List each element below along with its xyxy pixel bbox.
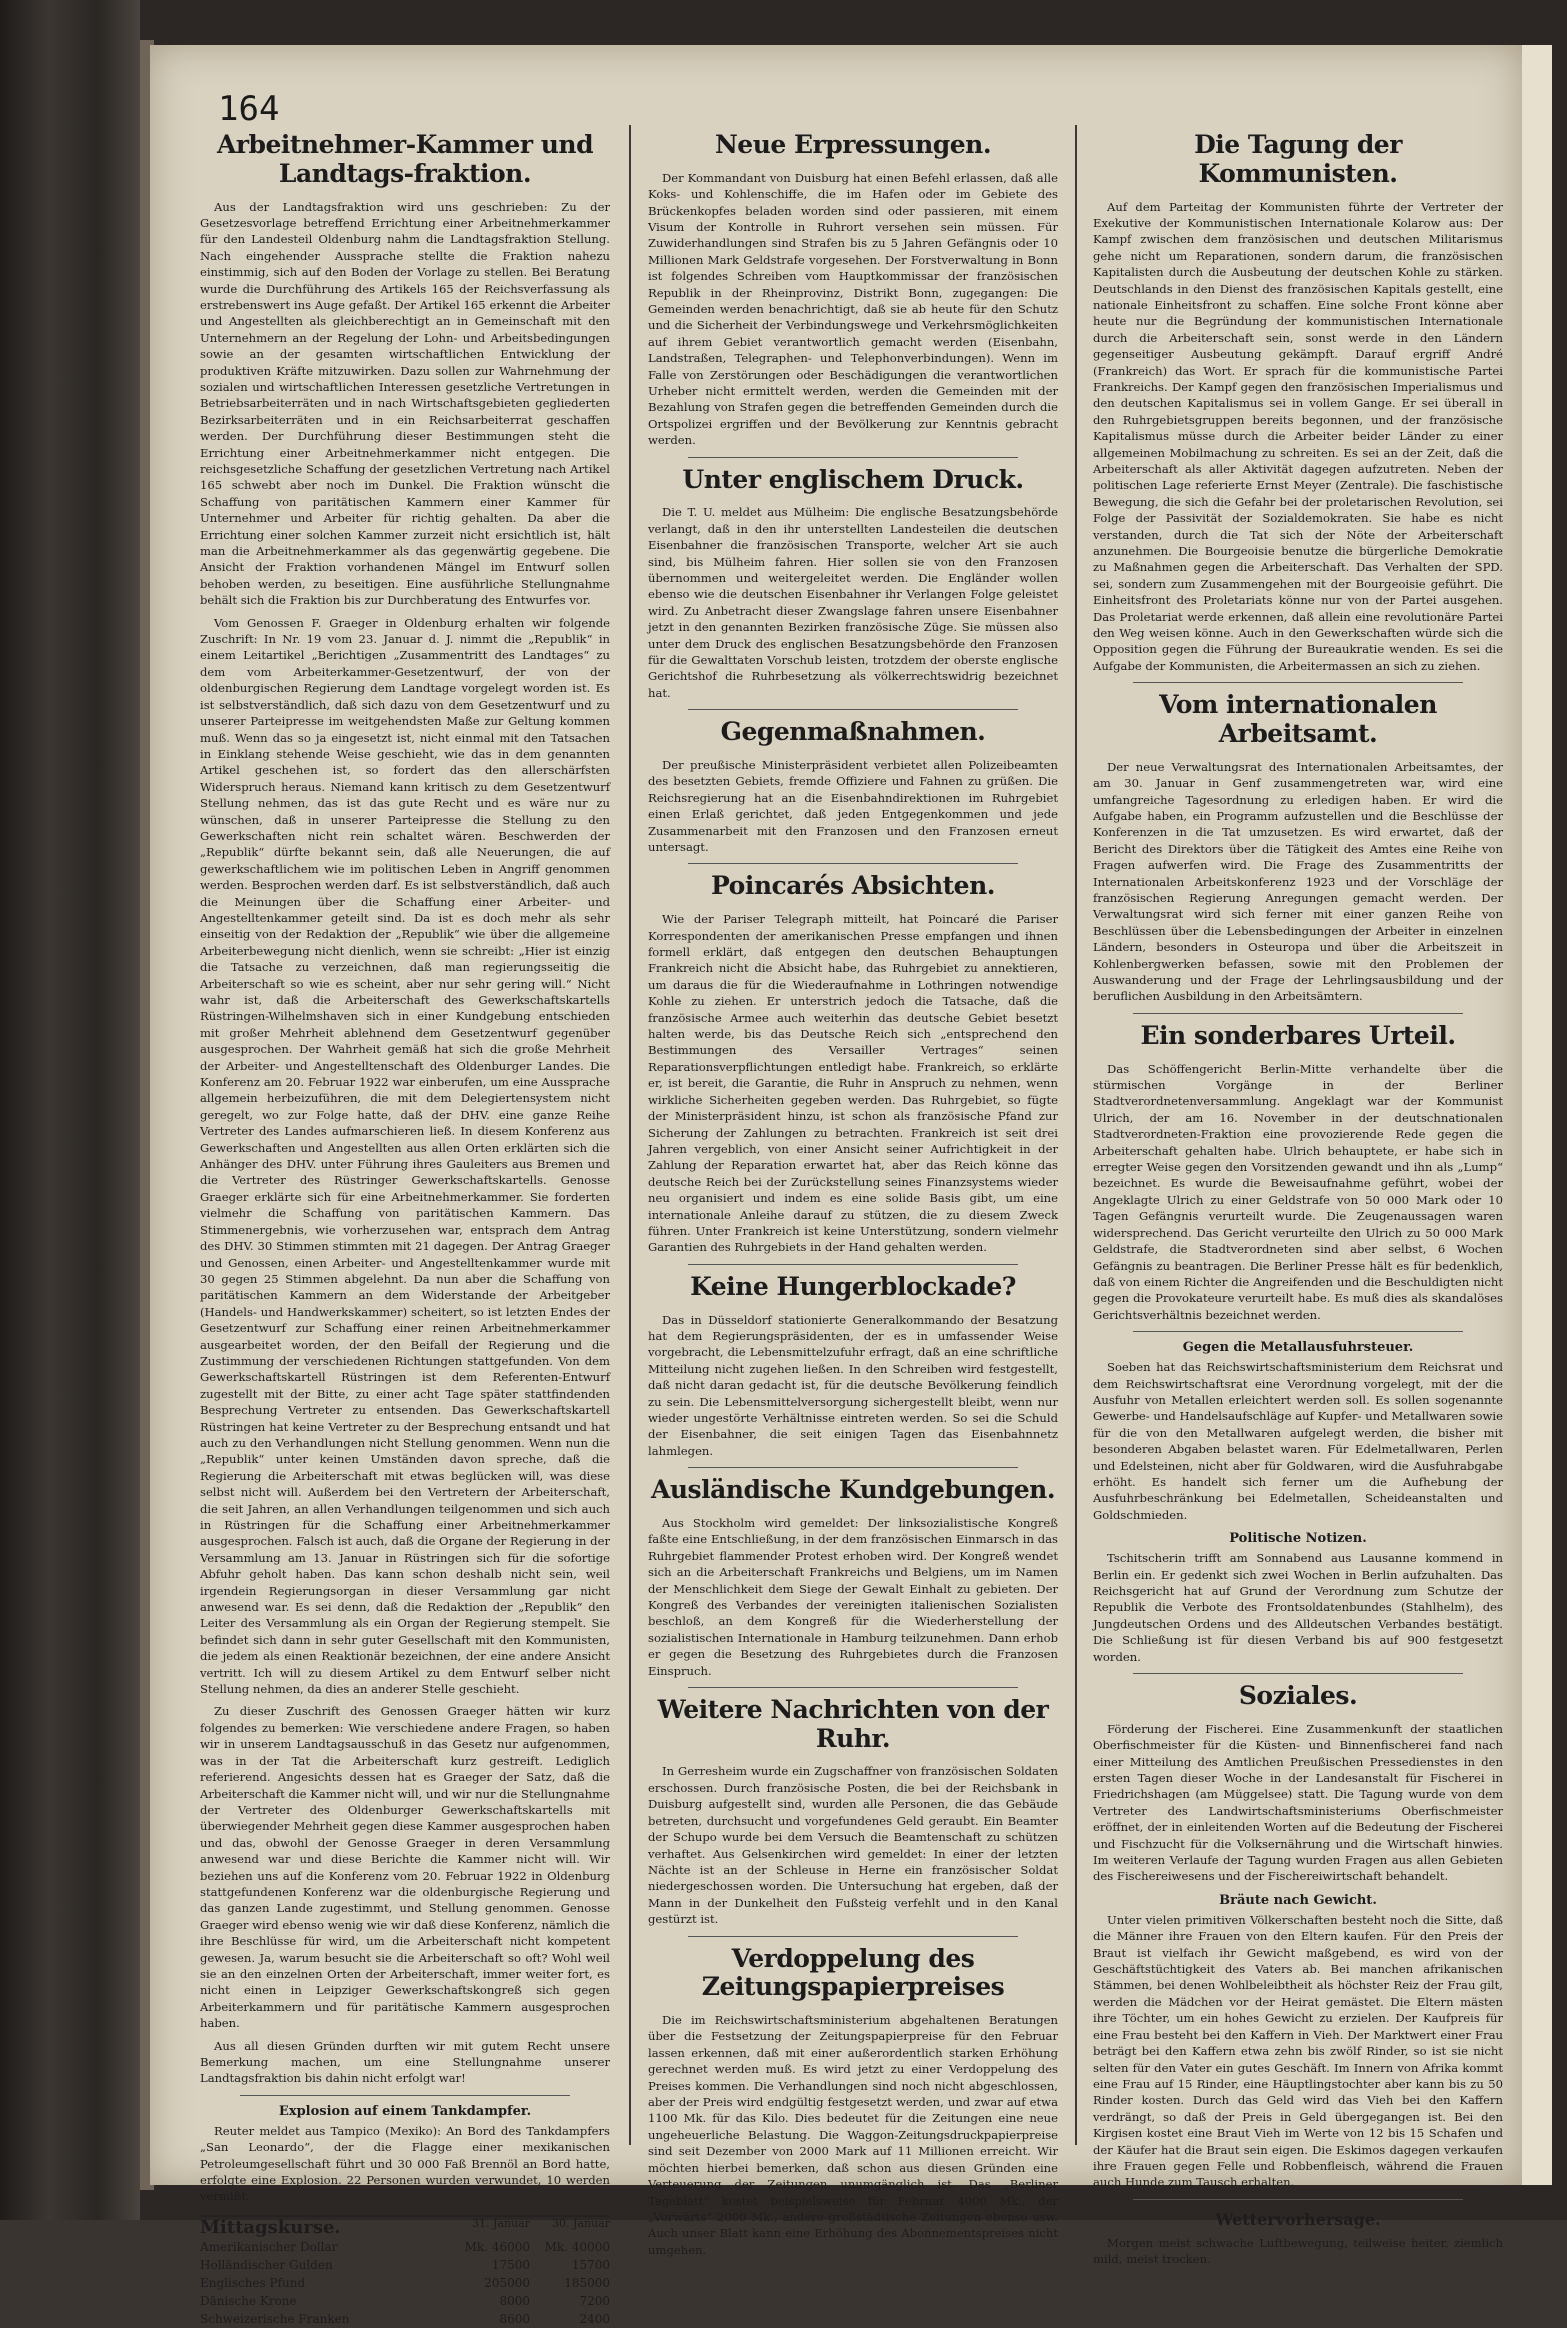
exchange-rates-table	[200, 2215, 610, 2328]
paragraph: In Gerresheim wurde ein Zugschaffner von französischen Soldaten erschossen. Durch französische Posten, die bei der Reichsbank in Duisburg aufgestellt sind, wurden alle Personen, die das Gebäude betreten, durchsucht und vorgefundenes Geld geraubt. Ein Beamter der Schupo wurde bei dem Versuch die Beamtenschaft zu schützen verhaftet. Aus Gelsenkirchen wird gemeldet: In einer der letzten Nächte ist an der Schleuse in Herne ein französischer Soldat niedergeschossen worden. Die Untersuchung hat ergeben, daß der Mann in der Dunkelheit den Fußsteig verfehlt und in den Kanal gestürzt ist.	[648, 1764, 1058, 1927]
subheadline: Gegen die Metallausfuhrsteuer.	[1182, 1340, 1414, 1356]
paragraph: Reuter meldet aus Tampico (Mexiko): An Bord des Tankdampfers „San Leonardo“, der die Flagge einer mexikanischen Petroleumgesellschaft führt und 30 000 Faß Brennöl an Bord hatte, erfolgte eine Explosion. 22 Personen wurden verwundet, 10 werden vermißt.	[200, 2123, 610, 2204]
newspaper-page	[150, 45, 1522, 2326]
column-rule	[1075, 125, 1077, 2145]
paragraph: Der neue Verwaltungsrat des Internationalen Arbeitsamtes, der am 30. Januar in Genf zusammengetreten war, wird eine umfangreiche Tagesordnung zu erledigen haben. Er wird die Aufgabe haben, ein Programm aufzustellen und die Beschlüsse der Konferenzen in die Tat umzusetzen. Es wird erwartet, daß der Bericht des Direktors über die Tätigkeit des Amtes eine Reihe von Fragen aufwerfen wird. Die Frage des Zusammentritts der Internationalen Arbeitskonferenz 1923 und der Vorschläge der französischen Regierung Anregungen gemacht werden. Der Verwaltungsrat wird sich ferner mit einer ganzen Reihe von Beschlüssen über die Lebensbedingungen der Arbeiter in einzelnen Ländern, besonders in Osteuropa und über die Arbeitszeit in Kohlenbergwerken befassen, sowie mit den Problemen der Auswanderung und der Frage der Lehrlingsausbildung und der beruflichen Ausbildung in den Arbeitsämtern.	[1093, 759, 1503, 1004]
headline: Explosion auf einem Tankdampfer.	[278, 2103, 532, 2119]
separator	[688, 1467, 1018, 1468]
table-title: Mittagskurse.	[200, 2216, 341, 2238]
paragraph: Tschitscherin trifft am Sonnabend aus Lausanne kommend in Berlin ein. Er gedenkt sich zwei Wochen in Berlin aufzuhalten. Das Reichsgericht hat auf Grund der Verordnung zum Schutze der Republik die Verbote des Frontsoldatenbundes (Stahlhelm), des Jungdeutschen Ordens und des Alldeutschen Verbandes bestätigt. Die Schließung ist für diesen Verband bis auf 900 festgesetzt worden.	[1093, 1551, 1503, 1664]
unit: Mk.	[464, 2239, 488, 2254]
rate: 2400	[579, 2311, 610, 2326]
subheadline: Politische Notizen.	[1229, 1531, 1367, 1547]
paragraph: Vom Genossen F. Graeger in Oldenburg erhalten wir folgende Zuschrift: In Nr. 19 vom 23. Januar d. J. nimmt die „Republik“ in einem Leitartikel „Berichtigen „Zusammentritt des Landtages“ zu dem vom Arbeiterkammer-Gesetzentwurf, der von der oldenburgischen Regierung dem Landtage vorgelegt worden ist. Es ist selbstverständlich, daß sich dazu von dem Gesetzentwurf und zu unserer Parteipresse im weitgehendsten Maße zur Geltung kommen muß. Wenn das so ja eingesetzt ist, nicht einmal mit den Tatsachen in Einklang stehende Weise geschieht, wie das in dem genannten Artikel geschehen ist, so fordert das den allerschärfsten Widerspruch heraus. Niemand kann kritisch zu dem Gesetzentwurf Stellung nehmen, das ist das gute Recht und es wäre nur zu wünschen, daß in unserer Parteipresse die Stellung zu den Gewerkschaften nicht rein schaltet wären. Beschwerden der „Republik“ dürfte bekannt sein, daß alle Neuerungen, die auf gewerkschaftlichem wie im politischen Leben in Angriff genommen werden. Besprochen werden darf. Es ist selbstverständlich, daß auch die Meinungen über die Schaffung einer Arbeiter- und Angestelltenkammer geteilt sind. Da ist es doch mehr als sehr einseitig von der Redaktion der „Republik“ wie über die allgemeine Arbeiterbewegung nicht dienlich, wenn sie schreibt: „Hier ist einzig die Tatsache zu verzeichnen, daß man regierungsseitig die Arbeiterschaft so wie es scheint, aber nur sehr gering will.“ Nicht wahr ist, daß die Arbeiterschaft des Gewerkschaftskartells Rüstringen-Wilhelmshaven sich in einer Kundgebung entschieden mit großer Mehrheit ablehnend dem Gesetzentwurf gegenüber ausgesprochen. Der Wahrheit gemäß hat sich die große Mehrheit der Arbeiter- und Angestelltenschaft des Oldenburger Landes. Die Konferenz am 20. Februar 1922 war einberufen, um eine Aussprache allgemein herbeizuführen, die mit dem Delegiertensystem nicht geregelt, wo zur Folge hatte, daß der DHV. eine ganze Reihe Vertreter des Landes aufmarschieren ließ. In diesem Konferenz aus Gewerkschaften und Angestellten aus allen Orten erklärten sich die Anhänger des DHV. unter Führung ihres Gauleiters aus Bremen und die Vertreter des Rüstringer Gewerkschaftskartells. Genosse Graeger erklärte sich für eine Arbeitnehmerkammer. Sie forderten vielmehr die Schaffung von paritätischen Kammern. Das Stimmenergebnis, wie vorherzusehen war, entsprach dem Antrag des DHV. 30 Stimmen stimmten mit 21 dagegen. Der Antrag Graeger und Genossen, einen Arbeiter- und Angestelltenkammer wurde mit 30 gegen 25 Stimmen abgelehnt. Da nun aber die Schaffung von paritätischen Kammern an dem Widerstande der Arbeitgeber (Handels- und Handwerkskammer) scheitert, so ist letzten Endes der Gesetzentwurf zur Schaffung einer reinen Arbeitnehmerkammer ausgearbeitet worden, der den Beifall der Regierung und die Zustimmung der verschiedenen Richtungen stattgefunden. Von dem Gewerkschaftskartell Rüstringen ist dem Referenten-Entwurf zugestellt mit der Bitte, zu einer acht Tage später stattfindenden Besprechung Vertreter zu entsenden. Das Gewerkschaftskartell Rüstringen hat keine Vertreter zu der Besprechung entsandt und hat auch zu den Verhandlungen nicht Stellung genommen. Wenn nun die „Republik“ unter keinen Umständen davon spreche, daß die Regierung die Arbeiterschaft mit etwas beglücken will, was diese selbst nicht will. Außerdem bei den Vertretern der Arbeiterschaft, die seit Jahren, an allen Verhandlungen teilgenommen und sich auch in Rüstringen für die Schaffung einer Arbeitnehmerkammer ausgesprochen. Falsch ist auch, daß die Organe der Regierung in der Versammlung am 13. Januar in Rüstringen sich für die sofortige Abfuhr geholt haben. Das kann schon deshalb nicht sein, weil irgendein Regierungsorgan in dieser Versammlung gar nicht anwesend war. Es sei denn, daß die Redaktion der „Republik“ den Leiter des Versammlung als ein Organ der Regierung stempelt. Sie befindet sich dann in sehr guter Gesellschaft mit den Kommunisten, die jedem als einen Reaktionär bezeichnen, der eine andere Ansicht vertritt. Ich will zu diesem Artikel zu dem Entwurf selber nicht Stellung nehmen, da dies an anderer Stelle geschieht.	[200, 615, 610, 1697]
column-3	[1093, 125, 1503, 2267]
rate: 185000	[564, 2275, 610, 2290]
column-1	[200, 125, 610, 2326]
paragraph: Wie der Pariser Telegraph mitteilt, hat Poincaré die Pariser Korrespondenten der amerikanischen Presse empfangen und ihnen formell erklärt, daß entgegen den deutschen Behauptungen Frankreich nicht die Absicht habe, das Ruhrgebiet zu annektieren, um daraus die für die Wiederaufnahme in Lothringen notwendige Kohle zu ziehen. Er unterstrich jedoch die Tatsache, daß die französische Armee auch weiterhin das deutsche Gebiet besetzt halten werde, bis das Deutsche Reich sich „entsprechend den Bestimmungen des Versailler Vertrages“ seinen Reparationsverpflichtungen entledigt habe. Frankreich, so erklärte er, ist bereit, die Garantie, die Ruhr in Anspruch zu nehmen, wenn wirkliche Sicherheiten gegeben werden. Das Ruhrgebiet, so fügte der Ministerpräsident hinzu, ist schon als französische Pfand zur Sicherung der Zahlungen zu betrachten. Frankreich ist seit drei Jahren vergeblich, von einer Ansicht seiner Aufrichtigkeit in der Zahlung der Reparation erwartet hat, aber das Reich könne das deutsche Reich bei der Zurückstellung seines Finanzsystems wieder neu organisiert und indem es eine solide Basis gibt, um eine internationale Anleihe darauf zu stützen, die zu diesem Zweck führen. Unter Frankreich ist keine Unterstützung, sondern vielmehr Garantien des Ruhrgebiets in der Hand gehalten werden.	[648, 912, 1058, 1255]
paragraph: Die T. U. meldet aus Mülheim: Die englische Besatzungsbehörde verlangt, daß in den ihr unterstellten Landesteilen die deutschen Eisenbahner die französischen Transporte, welcher Art sie auch sind, bis Mülheim fahren. Hier sollen sie von den Franzosen übernommen und weitergeleitet werden. Die Engländer wollen ebenso wie die deutschen Eisenbahner ihr Verlangen Folge geleistet wird. Zu Anbetracht dieser Zwangslage fahren unsere Eisenbahner jetzt in den genannten Bezirken französische Züge. Sie müssen also unter dem Druck des englischen Besatzungsbehörde den Franzosen für die Gewalttaten Vorschub leisten, trotzdem der oberste englische Gerichtshof die Ruhrbesetzung als völkerrechtswidrig bezeichnet hat.	[648, 505, 1058, 700]
rate: 17500	[491, 2257, 530, 2272]
separator	[688, 1687, 1018, 1688]
separator	[240, 2095, 570, 2096]
paragraph: Aus all diesen Gründen durften wir mit gutem Recht unsere Bemerkung machen, um eine Stellungnahme unserer Landtagsfraktion bis dahin nicht erfolgt war!	[200, 2038, 610, 2086]
separator	[1133, 2199, 1463, 2200]
paragraph: Aus der Landtagsfraktion wird uns geschrieben: Zu der Gesetzesvorlage betreffend Errichtung einer Arbeitnehmerkammer für den Landesteil Oldenburg nahm die Landtagsfraktion Stellung. Nach eingehender Aussprache stellte die Fraktion nahezu einstimmig, sich auf den Boden der Vorlage zu stellen. Bei Beratung wurde die Durchführung des Artikels 165 der Reichsverfassung als erstrebenswert ins Auge gefaßt. Der Artikel 165 erkennt die Arbeiter und Angestellten als gleichberechtigt an in Gemeinschaft mit den Unternehmern an der Regelung der Lohn- und Arbeitsbedingungen sowie an der gesamten wirtschaftlichen Entwicklung der produktiven Kräfte mitzuwirken. Dazu sollen zur Wahrnehmung der sozialen und wirtschaftlichen Interessen gesetzliche Vertretungen in Betriebsarbeiterräten und in nach Wirtschaftsgebieten gegliederten Bezirksarbeiterräten und in ein Reichsarbeiterrat geschaffen werden. Der Durchführung dieser Bestimmungen steht die Errichtung einer Arbeitnehmerkammer nicht entgegen. Die reichsgesetzliche Schaffung der gesetzlichen Vertretung nach Artikel 165 schwebt aber noch im Dunkel. Die Fraktion wünscht die Schaffung von paritätischen Kammern einer Kammer für Unternehmer und Arbeiter für richtig gehalten. Da aber die Errichtung einer solchen Kammer zurzeit nicht ersichtlich ist, hält man die Arbeitnehmerkammer als das gegenwärtig gegebene. Die Ansicht der Fraktion vorhandenen Mängel im Entwurf sollen behoben werden, zu beseitigen. Eine ausführliche Stellungnahme behält sich die Fraktion bis zur Durchberatung des Entwurfes vor.	[200, 199, 610, 608]
paragraph: Morgen meist schwache Luftbewegung, teilweise heiter, ziemlich mild, meist trocken.	[1093, 2235, 1503, 2267]
date-column-1: 31. Januar	[472, 2216, 530, 2230]
headline: Weitere Nachrichten von der Ruhr.	[657, 1694, 1049, 1753]
headline: Arbeitnehmer-Kammer und Landtags-fraktion.	[216, 130, 594, 188]
currency-name: Amerikanischer Dollar	[200, 2239, 338, 2254]
currency-name: Holländischer Gulden	[200, 2257, 333, 2272]
paragraph: Auf dem Parteitag der Kommunisten führte der Vertreter der Exekutive der Kommunistischen Internationale Kolarow aus: Der Kampf zwischen dem französischen und deutschen Militarismus gehe nicht um Reparationen, sondern darum, die französischen Kapitalisten durch die Ausbeutung der deutschen Kohle zu stärken. Deutschlands in den Dienst des französischen Kapitals gestellt, eine nationale Einheitsfront zu schaffen. Eine solche Front könne aber heute nur die Begründung der kommunistischen Internationale durch die Arbeiterschaft sein, sonst werde in den Ländern gegenseitiger Ausbeutung gekämpft. Darauf ergriff André (Frankreich) das Wort. Er sprach für die kommunistische Partei Frankreichs. Der Kampf gegen den französischen Imperialismus und den deutschen Kapitalismus sei in vollem Gange. Er sei überall in den Ruhrgebietsgruppen bereits begonnen, und der französische Kapitalismus müsse durch die Arbeiter beider Länder zu einer allgemeinen Mobilmachung zu schreiten. Es sei an der Zeit, daß die Arbeiterschaft als aller Aktivität dagegen aufzutreten. Neben der politischen Lage referierte Ernst Meyer (Zentrale). Die faschistische Bewegung, die sich die Gefahr bei der proletarischen Revolution, sei Folge der Passivität der Sozialdemokraten. Sie habe es nicht verstanden, durch die Tat sich der Nöte der Arbeiterschaft anzunehmen. Die Bourgeoisie benutze die bürgerliche Demokratie zu Maßnahmen gegen die Arbeiterschaft. Das Verhalten der SPD. sei, sondern zum Zusammengehen mit der Bourgeoisie geführt. Die Einheitsfront des Proletariats könne nur von der Partei ausgehen. Das Proletariat werde erkennen, daß allein eine revolutionäre Partei den Weg weisen könne. Auch in den Gewerkschaften würde sich die Opposition gegen die Führung der Bureaukratie wenden. Es sei die Aufgabe der Kommunisten, die Arbeitermassen an sich zu ziehen.	[1093, 199, 1503, 673]
rate: 205000	[484, 2275, 530, 2290]
separator	[688, 1264, 1018, 1265]
subheadline: Bräute nach Gewicht.	[1219, 1892, 1377, 1908]
rate: 8600	[499, 2311, 530, 2326]
separator	[1133, 1331, 1463, 1332]
separator	[688, 709, 1018, 710]
table-row	[200, 2292, 610, 2310]
paragraph: Der Kommandant von Duisburg hat einen Befehl erlassen, daß alle Koks- und Kohlenschiffe, die im Hafen oder im Gebiete des Brückenkopfes beladen worden sind oder passieren, mit einem Visum der Kontrolle in Ruhrort versehen sein müssen. Für Zuwiderhandlungen sind Strafen bis zu 5 Jahren Gefängnis oder 10 Millionen Mark Geldstrafe vorgesehen. Der Forstverwaltung in Bonn ist folgendes Schreiben vom Hauptkommissar der französischen Republik in der Rheinprovinz, Distrikt Bonn, zugegangen: Die Gemeinden werden benachrichtigt, daß sie ab heute für den Schutz und die Sicherheit der Verbindungswege und Verkehrsmöglichkeiten auf ihrem Gebiet verantwortlich gemacht werden (Eisenbahn, Landstraßen, Telegraphen- und Telephonverbindungen). Wenn im Falle von Zerstörungen oder Beschädigungen die verantwortlichen Urheber nicht ermittelt werden, werden die Gemeinden mit der Bezahlung von Strafen gegen die betreffenden Gemeinden durch die Ortspolizei ergriffen und der Bevölkerung zur Kenntnis gebracht werden.	[648, 170, 1058, 448]
currency-name: Dänische Krone	[200, 2293, 297, 2308]
column-rule	[629, 125, 631, 2145]
headline: Ausländische Kundgebungen.	[650, 1475, 1056, 1505]
paragraph: Aus Stockholm wird gemeldet: Der linksozialistische Kongreß faßte eine Entschließung, in der dem französischen Einmarsch in das Ruhrgebiet flammender Protest erhoben wird. Der Kongreß wendet sich an die Arbeiterschaft Frankreichs und Belgiens, um im Namen der Menschlichkeit dem Siege der Gewalt Einhalt zu gebieten. Der Kongreß des Verbandes der vereinigten italienischen Sozialisten beschloß, an dem Kongreß für die Wiederherstellung der sozialistischen Internationale in Hamburg teilzunehmen. Dann erhob er gegen die Besetzung des Ruhrgebietes durch die Franzosen Einspruch.	[648, 1515, 1058, 1678]
separator	[688, 863, 1018, 864]
rate: 8000	[499, 2293, 530, 2308]
paragraph: Der preußische Ministerpräsident verbietet allen Polizeibeamten des besetzten Gebiets, fremde Offiziere und Fahnen zu grüßen. Die Reichsregierung hat an die Eisenbahndirektionen im Ruhrgebiet einen Erlaß gerichtet, daß jeden Entgegenkommen und jede Zusammenarbeit mit den Franzosen und den Franzosen erneut untersagt.	[648, 758, 1058, 855]
book-binding	[0, 0, 140, 2220]
headline: Verdoppelung des Zeitungspapierpreises	[701, 1943, 1005, 2002]
currency-name: Schweizerische Franken	[200, 2311, 350, 2326]
headline: Soziales.	[1238, 1681, 1358, 1711]
separator	[1133, 1013, 1463, 1014]
currency-name: Englisches Pfund	[200, 2275, 306, 2290]
paragraph: Das Schöffengericht Berlin-Mitte verhandelte über die stürmischen Vorgänge in der Berliner Stadtverordnetenversammlung. Angeklagt war der Kommunist Ulrich, der am 16. November in der deutschnationalen Stadtverordneten-Fraktion eine provozierende Rede gegen die Arbeiterschaft gehalten habe. Ulrich behauptete, er habe sich in erregter Weise gegen den Vorsitzenden gewandt und ihn als „Lump“ bezeichnet. Es wurde die Beweisaufnahme geführt, wobei der Angeklagte Ulrich zu einer Geldstrafe von 50 000 Mark oder 10 Tagen Gefängnis verurteilt wurde. Die Zeugenaussagen waren widersprechend. Das Gericht verurteilte den Ulrich zu 50 000 Mark Geldstrafe, die Stadtverordneten sind aber selbst, 6 Wochen Gefängnis zu beantragen. Die Berliner Presse hält es für bedenklich, daß von einem Richter die Angreifenden und die Beschuldigten nicht gegen die Provokateure verurteilt habe. Es muß dies als skandalöses Gerichtsverhältnis bezeichnet werden.	[1093, 1061, 1503, 1322]
column-2	[648, 125, 1058, 2257]
page-number: 164	[218, 89, 280, 129]
table-header	[200, 2217, 610, 2238]
table-row	[200, 2274, 610, 2292]
rate: 46000	[491, 2239, 530, 2254]
separator	[1133, 682, 1463, 683]
paragraph: Die im Reichswirtschaftsministerium abgehaltenen Beratungen über die Festsetzung der Zeitungspapierpreise für den Februar lassen erkennen, daß mit einer außerordentlich starken Erhöhung gerechnet werden muß. Es wird jetzt zu einer Verdoppelung des Preises kommen. Die Verhandlungen sind noch nicht abgeschlossen, aber der Preis wird endgültig festgesetzt werden, und zwar auf etwa 1100 Mk. für das Kilo. Dies bedeutet für die Zeitungen eine neue ungeheuerliche Belastung. Die Waggon-Zeitungsdruckpapierpreise sind seit Dezember von 2000 Mark auf 11 Millionen erreicht. Wir möchten hierbei bemerken, daß schon aus diesen Gründen eine Verteuerung der Zeitungen unumgänglich ist. Das „Berliner Tageblatt“ kostet beispielsweise für Februar 4000 Mk., der „Vorwärts“ 2000 Mk., andere großstädtische Zeitungen ebenso usw. Auch unser Blatt kann eine Erhöhung des Abonnementspreises nicht umgehen.	[648, 2013, 1058, 2257]
rate: 15700	[571, 2257, 610, 2272]
page-right-edge	[1522, 45, 1552, 2185]
headline: Die Tagung der Kommunisten.	[1194, 130, 1402, 188]
table-row	[200, 2238, 610, 2256]
headline: Unter englischem Druck.	[682, 464, 1024, 494]
table-row	[200, 2310, 610, 2328]
headline: Vom internationalen Arbeitsamt.	[1159, 690, 1437, 749]
headline: Poincarés Absichten.	[711, 871, 995, 901]
unit: Mk.	[544, 2239, 568, 2254]
paragraph: Förderung der Fischerei. Eine Zusammenkunft der staatlichen Oberfischmeister für die Küsten- und Binnenfischerei fand nach einer Mitteilung des Amtlichen Preußischen Pressedienstes in den ersten Tagen dieser Woche in der Landesanstalt für Fischerei in Friedrichshagen (am Müggelsee) statt. Die Tagung wurde von dem Vertreter des Landwirtschaftsministeriums Oberfischmeister eröffnet, der in einleitenden Worten auf die Bedeutung der Fischerei und Fischzucht für die Volksernährung und die Wirtschaft hinwies. Im weiteren Verlaufe der Tagung wurden Fragen aus allen Gebieten des Fischereiwesens und der Fischereiwirtschaft behandelt.	[1093, 1721, 1503, 1884]
paragraph: Soeben hat das Reichswirtschaftsministerium dem Reichsrat und dem Reichswirtschaftsrat eine Verordnung vorgelegt, mit der die Ausfuhr von Metallen erleichtert werden soll. Es sollen sogenannte Gewerbe- und Handelsaufschläge auf Kupfer- und Metallwaren sowie für die von den Metallwaren aufgelegt werden, die bisher mit besonderen Abgaben belastet waren. Für Edelmetallwaren, Perlen und Edelsteinen, nicht aber für Goldwaren, wird die Ausfuhrabgabe erhöht. Es handelt sich ferner um die Aufhebung der Ausfuhrbeschränkung bei Edelmetallen, Scheideanstalten und Goldschmieden.	[1093, 1360, 1503, 1522]
rate: 40000	[571, 2239, 610, 2254]
headline: Wettervorhersage.	[1215, 2209, 1381, 2229]
table-row	[200, 2256, 610, 2274]
headline: Gegenmaßnahmen.	[720, 717, 986, 747]
headline: Neue Erpressungen.	[714, 130, 992, 159]
paragraph: Unter vielen primitiven Völkerschaften besteht noch die Sitte, daß die Männer ihre Frauen von den Eltern kaufen. Für den Preis der Braut ist vielfach ihr Gewicht maßgebend, es wird von der Geschäftstüchtigkeit des Vaters ab. Bei manchen afrikanischen Stämmen, bei denen Wohlbeleibtheit als höchster Reiz der Frau gilt, werden die Mädchen vor der Heirat gemästet. Die Eltern mästen ihre Töchter, um ein hohes Gewicht zu erzielen. Der Kaufpreis für eine Frau besteht bei den Kaffern in Vieh. Der Marktwert einer Frau beträgt bei den Kaffern etwa zehn bis zwölf Rinder, so ist sie nicht selten für den Vater ein gutes Geschäft. Im Innern von Afrika kommt eine Frau auf 15 Rinder, eine Häuptlingstochter aber kann bis zu 50 Rinder kosten. Durch das Geld wird das Vieh bei den Kaffern verdrängt, so daß der Preis in Geld übergegangen ist. Bei den Kirgisen kostet eine Braut Vieh im Werte von 12 bis 15 Schafen und der Käufer hat die Braut sein eigen. Die Eskimos dagegen verkaufen ihre Frauen gegen Felle und Robbenfleisch, während die Frauen auch Hunde zum Tausch erhalten.	[1093, 1912, 1503, 2190]
separator	[688, 1936, 1018, 1937]
paragraph: Das in Düsseldorf stationierte Generalkommando der Besatzung hat dem Regierungspräsidenten, der es in umfassender Weise vorgebracht, die Lebensmittelzufuhr erfragt, daß an eine schriftliche Mitteilung nicht zugehen ließen. In den Schreiben wird festgestellt, daß nicht daran gedacht ist, für die deutsche Bevölkerung feindlich zu sein. Die Lebensmittelversorgung sichergestellt bleibt, wenn nur wieder ungestörte Verhältnisse eintreten werden. So sei die Schuld der Eisenbahner, die seit einigen Tagen das Eisenbahnnetz lahmlegen.	[648, 1312, 1058, 1458]
headline: Ein sonderbares Urteil.	[1140, 1020, 1456, 1050]
rate-value	[450, 2238, 530, 2256]
date-column-2: 30. Januar	[552, 2216, 610, 2230]
headline: Keine Hungerblockade?	[690, 1271, 1016, 1301]
separator	[688, 457, 1018, 458]
rate-value	[530, 2238, 610, 2256]
rate: 7200	[579, 2293, 610, 2308]
separator	[1133, 1673, 1463, 1674]
paragraph: Zu dieser Zuschrift des Genossen Graeger hätten wir kurz folgendes zu bemerken: Wie verschiedene andere Fragen, so haben wir in unserem Landtagsausschuß in das Gesetz nur aufgenommen, was in der Tat die Arbeiterschaft kurz gestreift. Lediglich referierend. Angesichts dessen hat es Graeger der Satz, daß die Arbeiterschaft die Kammer nicht will, und wir nur die Stellungnahme der Vertreter des Oldenburger Gewerkschaftskartells mit überwiegender Mehrheit gegen diese Kammer ausgesprochen haben und das, obwohl der Genosse Graeger in deren Versammlung anwesend war und diese Berichte die Kammer nicht will. Wir beziehen uns auf die Konferenz vom 20. Februar 1922 in Oldenburg stattgefundenen Konferenz war die oldenburgische Regierung und das ganzen Lande zugestimmt, und Stellung genommen. Genosse Graeger wird ebenso wenig wie wir daß diese Konferenz, nämlich die ihre Beschlüsse für wird, um die Arbeiterschaft nicht kompetent gewesen. Ja, warum besucht sie die Arbeiterschaft so oft? Wohl weil sie an den einzelnen Orten der Arbeiterschaft, immer weiter fort, es nicht einen in Leipziger Gewerkschaftskongreß sich gegen Arbeiterkammern und für paritätische Kammern ausgesprochen haben.	[200, 1704, 610, 2031]
